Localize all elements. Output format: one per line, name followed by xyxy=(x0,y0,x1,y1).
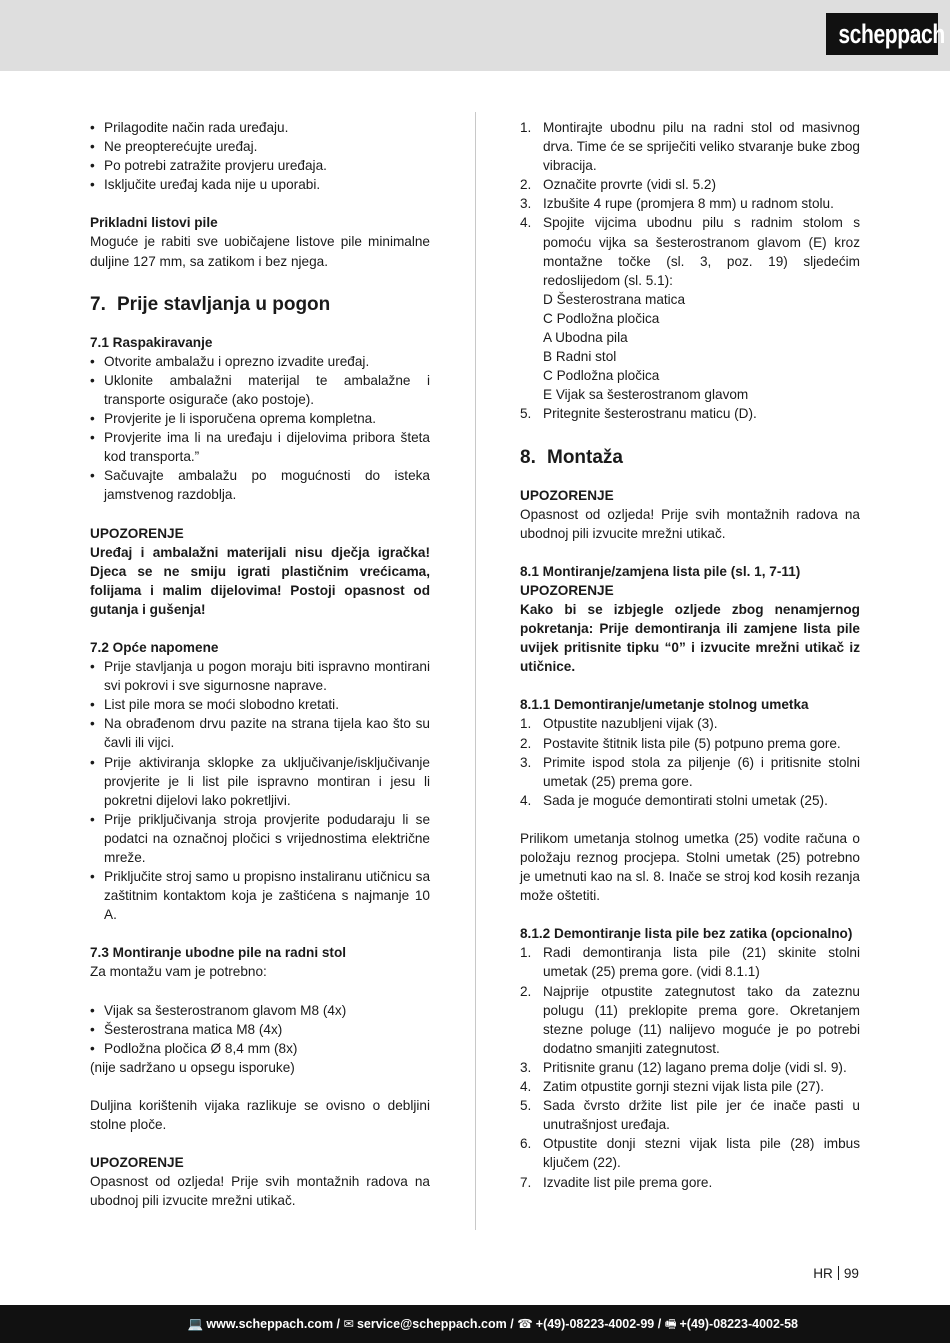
list-item: • Šesterostrana matica M8 (4x) xyxy=(90,1020,430,1039)
list-item: • Priključite stroj samo u propisno instaliranu utičnicu sa zaštitnim kontaktom koja je zaštićena s najmanje 10 A. xyxy=(90,867,430,924)
list-item: • Prije priključivanja stroja provjerite podudaraju li se podatci na označnoj pločici s vrijednostima električne mreže. xyxy=(90,810,430,867)
list-item: • Isključite uređaj kada nije u uporabi. xyxy=(90,175,430,194)
unpacking-list xyxy=(90,352,430,505)
warning-text: Uređaj i ambalažni materijali nisu dječja igračka! Djeca se ne smiju igrati plastičnim vrećicama, folijama i malim dijelovima! Postoji opasnost od gutanja i gušenja! xyxy=(90,544,430,617)
section-8-1-heading: 8.1 Montiranje/zamjena lista pile (sl. 1, 7-11) xyxy=(520,563,801,579)
list-item: 4. Sada je moguće demontirati stolni umetak (25). xyxy=(520,792,828,808)
fax-number: +(49)-08223-4002-58 xyxy=(679,1317,798,1331)
screw-length-text: Duljina korištenih vijaka razlikuje se ovisno o debljini stolne ploče. xyxy=(90,1097,430,1133)
list-item: 7. Izvadite list pile prema gore. xyxy=(520,1174,713,1190)
intro-bullet-list xyxy=(90,118,430,194)
right-column xyxy=(520,118,860,1192)
list-item: • Prije stavljanja u pogon moraju biti ispravno montirani svi pokrovi i sve sigurnosne naprave. xyxy=(90,657,430,695)
list-item: 2. Postavite štitnik lista pile (5) potpuno prema gore. xyxy=(520,735,841,751)
page-number xyxy=(813,1264,859,1283)
section-7-heading xyxy=(90,293,430,317)
list-item: 5. Sada čvrsto držite list pile jer će inače pasti u unutrašnjost uređaja. xyxy=(520,1098,860,1133)
email-icon: ✉ xyxy=(343,1317,354,1331)
warning-text: Opasnost od ozljeda! Prije svih montažnih radova na ubodnoj pili izvucite mrežni utikač. xyxy=(90,1174,430,1209)
left-column xyxy=(90,118,430,1210)
phone-number: +(49)-08223-4002-99 / xyxy=(535,1317,662,1331)
list-item: 1. Montirajte ubodnu pilu na radni stol od masivnog drva. Time će se spriječiti veliko stvaranje buke zbog vibracija. xyxy=(520,120,860,174)
list-item: 5. Pritegnite šesterostranu maticu (D). xyxy=(520,406,757,422)
list-item: E Vijak sa šesterostranom glavom xyxy=(543,387,749,403)
saw-blades-text: Moguće je rabiti sve uobičajene listove pile minimalne duljine 127 mm, sa zatikom i bez njega. xyxy=(90,234,430,269)
list-item: 6. Otpustite donji stezni vijak lista pile (28) imbus ključem (22). xyxy=(520,1136,860,1171)
list-item: • Provjerite je li isporučena oprema kompletna. xyxy=(90,409,430,428)
general-notes-list xyxy=(90,657,430,924)
list-item: • Prije aktiviranja sklopke za uključivanje/isključivanje provjerite je li list pile ispravno montiran i jesu li pokretni dijelovi lako pokretljivi. xyxy=(90,753,430,810)
list-item: • Na obrađenom drvu pazite na strana tijela kao što su čavli ili vijci. xyxy=(90,714,430,752)
section-8-1-2-heading: 8.1.2 Demontiranje lista pile bez zatika (opcionalno) xyxy=(520,926,853,942)
list-item: D Šesterostrana matica xyxy=(543,291,686,307)
column-divider xyxy=(475,112,476,1230)
list-item: • Uklonite ambalažni materijal te ambalažne i transporte osigurače (ako postoje). xyxy=(90,371,430,409)
list-item: 1. Radi demontiranja lista pile (21) skinite stolni umetak (25) prema gore. (vidi 8.1.1) xyxy=(520,945,860,980)
language-code: HR xyxy=(813,1266,833,1281)
list-item: • Sačuvajte ambalažu po mogućnosti do isteka jamstvenog razdoblja. xyxy=(90,466,430,504)
blade-removal-steps-list xyxy=(520,943,860,1191)
separator xyxy=(838,1266,839,1280)
mounting-order-list xyxy=(520,290,860,405)
section-title: Prije stavljanja u pogon xyxy=(117,293,331,315)
warning-heading: UPOZORENJE xyxy=(90,525,184,541)
computer-icon: 💻 xyxy=(187,1317,204,1331)
list-item: • Po potrebi zatražite provjeru uređaja. xyxy=(90,156,430,175)
list-item: 1. Otpustite nazubljeni vijak (3). xyxy=(520,716,718,732)
list-item: • Prilagodite način rada uređaju. xyxy=(90,118,430,137)
section-7-3-heading: 7.3 Montiranje ubodne pile na radni stol xyxy=(90,945,347,961)
warning-heading: UPOZORENJE xyxy=(90,1155,184,1171)
list-item: • Provjerite ima li na uređaju i dijelovima pribora šteta kod transporta.” xyxy=(90,428,430,466)
insert-note: Prilikom umetanja stolnog umetka (25) vodite računa o položaju reznog procjepa. Stolni umetak (25) potrebno je umetnuti kao na sl. 8. Inače se stroj kod kosih rezanja može oštetiti. xyxy=(520,830,860,904)
section-8-1-1-heading: 8.1.1 Demontiranje/umetanje stolnog umetka xyxy=(520,697,809,713)
section-8-heading xyxy=(520,446,860,470)
list-item: 4. Zatim otpustite gornji stezni vijak lista pile (27). xyxy=(520,1079,825,1095)
section-title: Montaža xyxy=(547,446,623,468)
section-number: 7. xyxy=(90,293,106,315)
list-item: • List pile mora se moći slobodno kretati. xyxy=(90,695,430,714)
website-link[interactable]: www.scheppach.com / xyxy=(206,1317,341,1331)
list-item: • Vijak sa šesterostranom glavom M8 (4x) xyxy=(90,1001,430,1020)
list-item: 2. Najprije otpustite zategnutost tako da zateznu polugu (11) preklopite prema gore. Okretanjem stezne poluge (11) nalijevo moguće je po potrebi dodatno smanjiti zategnutost. xyxy=(520,983,860,1056)
required-parts-intro: Za montažu vam je potrebno: xyxy=(90,964,267,980)
fax-icon: 🖷 xyxy=(664,1317,677,1331)
list-item: • Podložna pločica Ø 8,4 mm (8x) xyxy=(90,1039,430,1058)
list-item: • Ne preopterećujte uređaj. xyxy=(90,137,430,156)
section-number: 8. xyxy=(520,446,536,468)
list-item: 2. Označite provrte (vidi sl. 5.2) xyxy=(520,177,717,193)
list-item: C Podložna pločica xyxy=(543,310,660,326)
list-item: 3. Izbušite 4 rupe (promjera 8 mm) u radnom stolu. xyxy=(520,196,834,212)
list-item: B Radni stol xyxy=(543,349,617,365)
phone-icon: ☎ xyxy=(517,1317,533,1331)
warning-text: Kako bi se izbjegle ozljede zbog nenamjernog pokretanja: Prije demontiranja ili zamjene lista pile uvijek pritisnite tipku “0” i izvucite mrežni utikač iz utičnice. xyxy=(520,601,860,675)
mounting-steps-list xyxy=(520,118,860,290)
warning-heading: UPOZORENJE xyxy=(520,487,614,503)
mounting-step-5 xyxy=(520,404,860,423)
list-item: 3. Pritisnite granu (12) lagano prema dolje (vidi sl. 9). xyxy=(520,1059,847,1075)
delivery-note: (nije sadržano u opsegu isporuke) xyxy=(90,1059,295,1075)
list-item: C Podložna pločica xyxy=(543,368,660,384)
logo-text: scheppach xyxy=(838,19,945,49)
saw-blades-heading: Prikladni listovi pile xyxy=(90,215,218,231)
page-footer xyxy=(0,1305,950,1343)
list-item: 4. Spojite vijcima ubodnu pilu s radnim stolom s pomoću vijka sa šesterostranom glavom (E) kroz montažne točke (sl. 3, poz. 19) sljedećim redoslijedom (sl. 5.1): xyxy=(520,215,860,288)
email-link[interactable]: service@scheppach.com / xyxy=(356,1317,514,1331)
scheppach-logo xyxy=(826,13,945,55)
page-header xyxy=(0,0,950,71)
warning-heading: UPOZORENJE xyxy=(520,582,614,598)
section-7-2-heading: 7.2 Opće napomene xyxy=(90,639,219,655)
required-parts-list xyxy=(90,1001,430,1058)
warning-text: Opasnost od ozljeda! Prije svih montažnih radova na ubodnoj pili izvucite mrežni utikač. xyxy=(520,506,860,541)
list-item: • Otvorite ambalažu i oprezno izvadite uređaj. xyxy=(90,352,430,371)
page-number-value: 99 xyxy=(843,1266,859,1281)
list-item: 3. Primite ispod stola za piljenje (6) i pritisnite stolni umetak (25) prema gore. xyxy=(520,754,860,789)
list-item: A Ubodna pila xyxy=(543,330,628,346)
insert-steps-list xyxy=(520,714,860,809)
section-7-1-heading: 7.1 Raspakiravanje xyxy=(90,334,213,350)
